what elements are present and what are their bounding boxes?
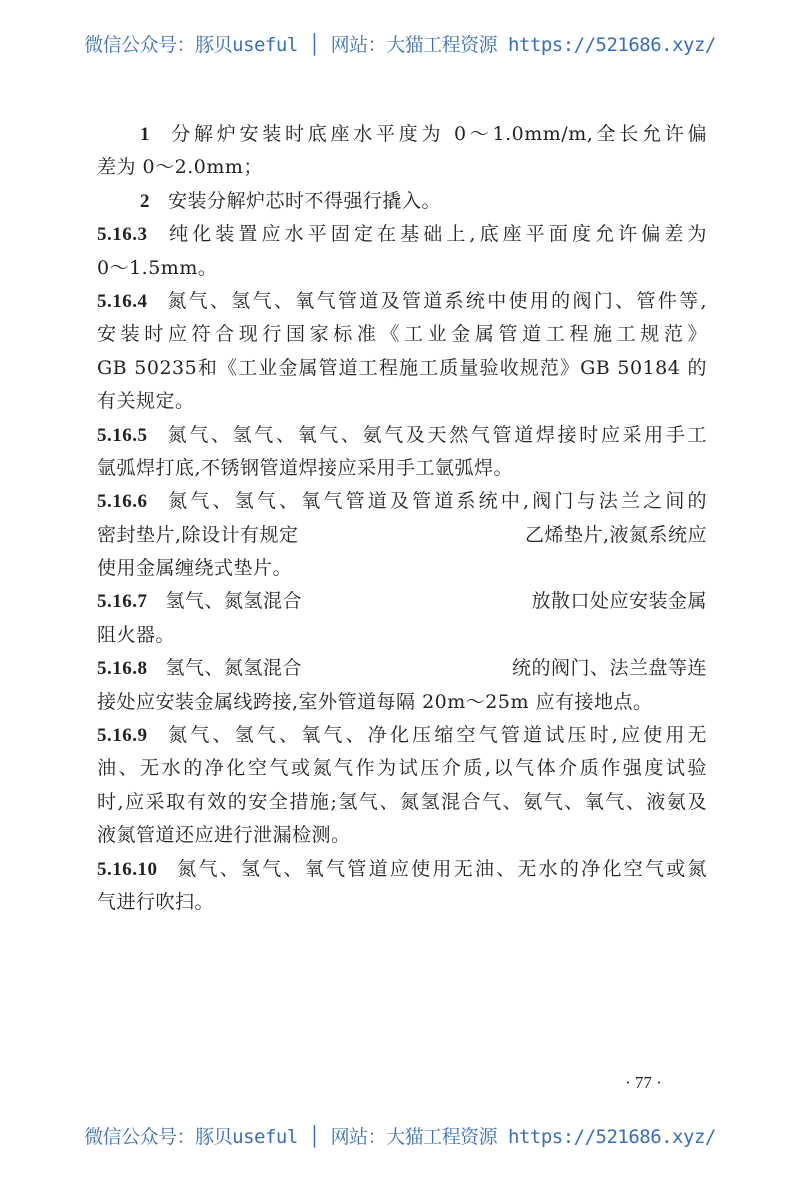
text-line — [97, 419, 707, 452]
text-line — [97, 385, 707, 418]
text-line — [97, 786, 707, 819]
text-line — [97, 318, 707, 351]
text-line — [97, 652, 707, 685]
line-text: 分解炉安装时底座水平度为 0～1.0mm/m,全长允许偏 — [168, 123, 707, 145]
line-text: 纯化装置应水平固定在基础上,底座平面度允许偏差为 — [165, 223, 707, 246]
text-line — [97, 185, 707, 218]
clause-number: 2 — [140, 190, 150, 212]
text-line — [97, 619, 707, 652]
line-text-continued: 统的阀门、法兰盘等连 — [511, 657, 707, 680]
line-text: 时,应采取有效的安全措施;氢气、氮氢混合气、氨气、氧气、液氨及 — [97, 790, 707, 813]
line-text: 安装时应符合现行国家标准《工业金属管道工程施工规范》 — [97, 323, 707, 346]
line-text: 0～1.5mm。 — [97, 256, 218, 279]
text-line — [97, 819, 707, 852]
clause-number: 5.16.5 — [97, 424, 148, 446]
line-text: 接处应安装金属线跨接,室外管道每隔 20m～25m 应有接地点。 — [97, 690, 653, 713]
clause-number: 5.16.4 — [97, 290, 148, 312]
line-text-continued: 乙烯垫片,液氮系统应 — [524, 523, 707, 546]
text-line — [97, 853, 707, 886]
footer-watermark-banner: 微信公众号：豚贝useful │ 网站：大猫工程资源 https://521686.xyz/ — [84, 1126, 716, 1148]
line-text: 使用金属缠绕式垫片。 — [97, 557, 293, 580]
text-line — [97, 452, 707, 485]
text-line — [97, 752, 707, 785]
line-text: 氢气、氮氢混合 — [165, 657, 303, 680]
line-text: 氢气、氮氢混合 — [165, 590, 303, 613]
line-text: 氮气、氢气、氧气管道及管道系统中,阀门与法兰之间的 — [165, 490, 707, 513]
text-line — [97, 218, 707, 251]
line-text: 气进行吹扫。 — [97, 890, 215, 913]
clause-number: 5.16.6 — [97, 491, 148, 513]
text-line — [97, 118, 707, 151]
line-text: 有关规定。 — [97, 390, 195, 413]
text-line — [97, 485, 707, 518]
text-line — [97, 552, 707, 585]
line-text: 密封垫片,除设计有规定 — [97, 523, 299, 546]
line-text: GB 50235和《工业金属管道工程施工质量验收规范》GB 50184 的 — [97, 356, 707, 379]
text-line — [97, 151, 707, 184]
line-text: 氮气、氢气、氧气、净化压缩空气管道试压时,应使用无 — [165, 724, 707, 747]
text-line — [97, 519, 707, 552]
clause-number: 5.16.7 — [97, 591, 148, 613]
text-line — [97, 285, 707, 318]
clause-number: 5.16.10 — [97, 858, 158, 880]
text-line — [97, 886, 707, 919]
header-watermark-banner: 微信公众号：豚贝useful │ 网站：大猫工程资源 https://521686.xyz/ — [84, 34, 716, 56]
line-text: 安装分解炉芯时不得强行撬入。 — [168, 189, 442, 212]
text-line — [97, 719, 707, 752]
text-line — [97, 686, 707, 719]
text-line — [97, 252, 707, 285]
clause-number: 5.16.8 — [97, 658, 148, 680]
clause-number: 5.16.3 — [97, 224, 148, 246]
line-text: 液氮管道还应进行泄漏检测。 — [97, 824, 351, 847]
line-text: 氮气、氢气、氧气管道及管道系统中使用的阀门、管件等, — [165, 289, 707, 312]
text-line — [97, 352, 707, 385]
page-number: · 77 · — [625, 1073, 662, 1092]
line-text: 氩弧焊打底,不锈钢管道焊接应采用手工氩弧焊。 — [97, 456, 514, 479]
line-text: 油、无水的净化空气或氮气作为试压介质,以气体介质作强度试验 — [97, 757, 707, 780]
document-body — [97, 118, 707, 919]
clause-number: 1 — [140, 124, 150, 145]
clause-number: 5.16.9 — [97, 725, 148, 747]
line-text-continued: 放散口处应安装金属 — [531, 590, 707, 613]
line-text: 差为 0～2.0mm； — [97, 156, 263, 179]
line-text: 氮气、氢气、氧气管道应使用无油、无水的净化空气或氮 — [175, 857, 707, 880]
text-line — [97, 585, 707, 618]
line-text: 氮气、氢气、氧气、氨气及天然气管道焊接时应采用手工 — [165, 423, 707, 446]
line-text: 阻火器。 — [97, 623, 176, 646]
